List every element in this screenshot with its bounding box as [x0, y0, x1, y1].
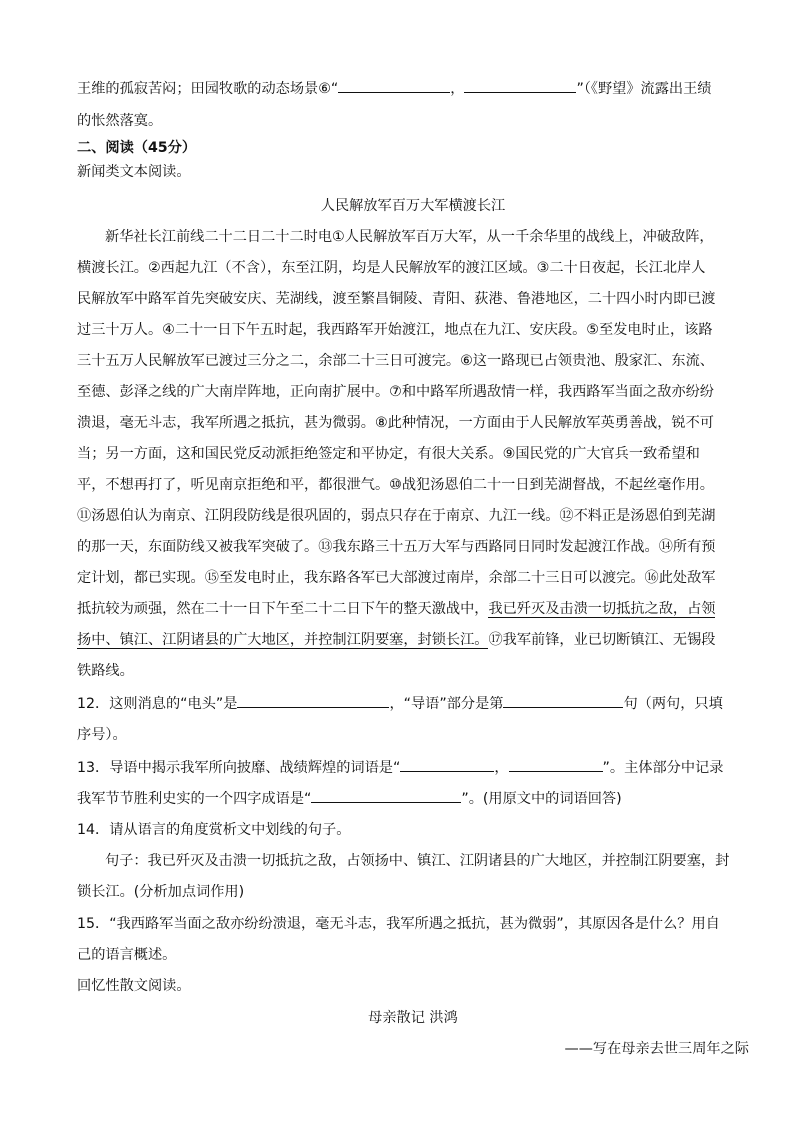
paragraph-line: 民解放军中路军首先突破安庆、芜湖线，渡至繁昌铜陵、青阳、荻港、鲁港地区，二十四小时内即已渡 — [77, 291, 716, 307]
answer-blank[interactable] — [400, 757, 494, 772]
line-text: ”（《野望》流露出王绩 — [576, 81, 712, 97]
text-line — [77, 78, 749, 100]
paragraph-line: 平，不想再打了，听见南京拒绝和平，都很泄气。⑩战犯汤恩伯二十一日到芜湖督战，不起丝毫作用。 — [77, 477, 714, 493]
line-text: ⑰我军前锋，业已切断镇江、无锡段 — [488, 632, 716, 648]
line-text: ， — [450, 81, 465, 97]
question-14-sentence: 句子：我已歼灭及击溃一切抵抗之敌，占领扬中、镇江、江阴诸县的广大地区，并控制江阴要塞，封 — [105, 853, 730, 869]
answer-blank[interactable] — [509, 757, 603, 772]
paragraph-line — [77, 598, 749, 620]
underlined-sentence: 扬中、镇江、江阴诸县的广大地区，并控制江阴要塞，封锁长江。 — [77, 632, 489, 648]
question-text: ”。(用原文中的词语回答) — [461, 791, 622, 807]
subsection-label: 新闻类文本阅读。 — [77, 164, 191, 180]
paragraph-line: 的那一天，东面防线又被我军突破了。⑬我东路三十五万大军与西路同日同时发起渡江作战。⑭所有预 — [77, 539, 716, 555]
question-13-line2 — [77, 788, 749, 810]
answer-blank[interactable] — [503, 693, 623, 708]
question-text: 12．这则消息的“电头”是 — [77, 696, 238, 712]
underlined-sentence: 我已歼灭及击溃一切抵抗之敌，占领 — [488, 601, 716, 617]
question-13 — [77, 757, 749, 779]
question-text: 序号）。 — [77, 727, 127, 743]
paragraph-line — [77, 629, 749, 651]
paragraph-line: 定计划，都已实现。⑮至发电时止，我东路各军已大部渡过南岸，余部二十三日可以渡完。⑯此处敌军 — [77, 570, 716, 586]
article-dedication: ——写在母亲去世三周年之际 — [564, 1041, 749, 1057]
question-12 — [77, 693, 749, 715]
question-text: ， — [494, 760, 509, 776]
answer-blank[interactable] — [237, 693, 389, 708]
question-text: ”。主体部分中记录 — [602, 760, 724, 776]
section-heading: 二、阅读（45分） — [77, 140, 197, 156]
question-14-sentence: 锁长江。(分析加点词作用) — [77, 884, 245, 900]
article-title: 母亲散记 洪鸿 — [368, 1010, 458, 1026]
answer-blank[interactable] — [464, 78, 576, 93]
paragraph-line: 三十五万人民解放军已渡过三分之二，余部二十三日可渡完。⑥这一路现已占领贵池、殷家汇、东流、 — [77, 353, 714, 369]
question-text: ，“导语”部分是第 — [389, 696, 504, 712]
question-15: 15．“我西路军当面之敌亦纷纷溃退，毫无斗志，我军所遇之抵抗，甚为微弱”，其原因各是什么？用自 — [77, 916, 720, 932]
question-text: 我军节节胜利史实的一个四字成语是“ — [77, 791, 312, 807]
paragraph-line: 至德、彭泽之线的广大南岸阵地，正向南扩展中。⑦和中路军所遇敌情一样，我西路军当面之敌亦纷纷 — [77, 384, 714, 400]
question-14: 14．请从语言的角度赏析文中划线的句子。 — [77, 822, 351, 838]
paragraph-line: ⑪汤恩伯认为南京、江阴段防线是很巩固的，弱点只存在于南京、九江一线。⑫不料正是汤恩伯到芜湖 — [77, 508, 716, 524]
paragraph-line: 当；另一方面，这和国民党反动派拒绝签定和平协定，有很大关系。⑨国民党的广大官兵一致希望和 — [77, 446, 700, 462]
paragraph-line: 溃退，毫无斗志，我军所遇之抵抗，甚为微弱。⑧此种情况，一方面由于人民解放军英勇善战，锐不可 — [77, 415, 714, 431]
answer-blank[interactable] — [338, 78, 450, 93]
question-15: 己的语言概述。 — [77, 947, 177, 963]
paragraph-line: 横渡长江。②西起九江（不含），东至江阴，均是人民解放军的渡江区域。③二十日夜起，长江北岸人 — [77, 260, 706, 276]
question-text: 13．导语中揭示我军所向披靡、战绩辉煌的词语是“ — [77, 760, 401, 776]
article-title: 人民解放军百万大军横渡长江 — [320, 198, 506, 214]
text-line: 的怅然落寞。 — [77, 113, 163, 129]
question-text: 句（两句，只填 — [623, 696, 723, 712]
paragraph-line: 铁路线。 — [77, 663, 134, 679]
answer-blank[interactable] — [311, 788, 461, 803]
line-text: 王维的孤寂苦闷；田园牧歌的动态场景⑥“ — [77, 81, 339, 97]
paragraph-line: 过三十万人。④二十一日下午五时起，我西路军开始渡江，地点在九江、安庆段。⑤至发电时止，该路 — [77, 322, 713, 338]
paragraph-line: 新华社长江前线二十二日二十二时电①人民解放军百万大军，从一千余华里的战线上，冲破敌阵， — [105, 229, 714, 245]
line-text: 抵抗较为顽强，然在二十一日下午至二十二日下午的整天激战中， — [77, 601, 489, 617]
subsection-label: 回忆性散文阅读。 — [77, 978, 191, 994]
